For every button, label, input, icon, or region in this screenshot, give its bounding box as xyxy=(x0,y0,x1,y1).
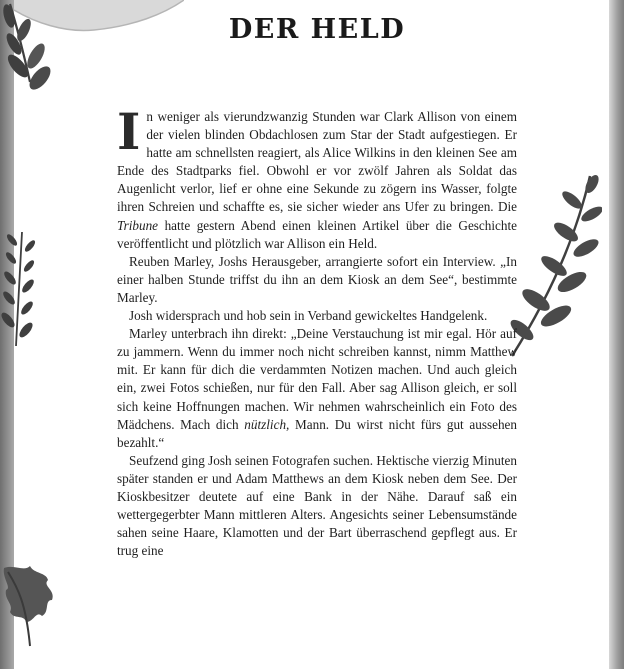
paragraph-text: Marley unterbrach ihn direkt: „Deine Verstauchung ist mir egal. Hör auf zu jammern. Wenn du immer noch nicht schreiben kannst, nimm Matthew mit. Er kann für dich die verdammten Notizen machen. Und auch gleich ein, zwei Fotos schießen, nur für den Fall. Aber sag Allison gleich, er soll sich keine Hoffnungen machen. Wir nehmen wahrscheinlich ein Foto des Mädchens. Mach dich xyxy=(117,326,517,432)
paragraph-3: Josh widersprach und hob sein in Verband gewickeltes Handgelenk. xyxy=(129,308,488,324)
newspaper-name: Tribune xyxy=(117,217,159,233)
page-right-border xyxy=(609,0,624,669)
drop-cap: I xyxy=(117,102,141,161)
oak-leaf-icon xyxy=(0,560,62,650)
paragraph-2: Reuben Marley, Joshs Herausgeber, arrangierte sofort ein Interview. „In einer halben Stunde triffst du ihn an dem Kiosk an dem See“, bestimmte Marley. xyxy=(117,253,517,305)
paragraph-text: n weniger als vierundzwanzig Stunden war Clark Allison von einem der vielen blinden Obdachlosen zum Star der Stadt aufgestiegen. Er hatte am schnellsten reagiert, als Alice Wilkins in den kleinen See am Ende des Stadtparks fiel. Obwohl er vor zwölf Jahren als Soldat das Augenlicht verlor, lief er ohne eine Sekunde zu zögern ins Wasser, folgte ihren Schreien und schaffte es, sie sicher wieder ans Ufer zu bringen. Die xyxy=(117,109,517,215)
emphasis-word: nützlich, xyxy=(244,416,290,432)
paragraph-text: hatte gestern Abend einen kleinen Artikel über die Geschichte veröffentlicht und plötzlich war Allison ein Held. xyxy=(117,217,517,251)
paragraph-1 xyxy=(117,102,517,253)
chapter-title: DER HELD xyxy=(228,14,406,45)
paragraph-5: Seufzend ging Josh seinen Fotografen suchen. Hektische vierzig Minuten später standen er und Adam Matthews an dem Kiosk neben dem See. Der Kioskbesitzer deutete auf eine Bank in der Nähe. Darauf saß ein wettergegerbter Mann mittleren Alters. Angesichts seiner Lebensumstände sahen seine Haare, Klamotten und der Bart überraschend gepflegt aus. Er trug eine xyxy=(117,452,517,559)
paragraph-4 xyxy=(117,325,517,452)
fern-sprig-icon xyxy=(0,228,42,348)
paragraph-text: Mann. Du wirst nicht fürs gut aussehen bezahlt.“ xyxy=(117,416,518,450)
chapter-body xyxy=(117,102,518,560)
